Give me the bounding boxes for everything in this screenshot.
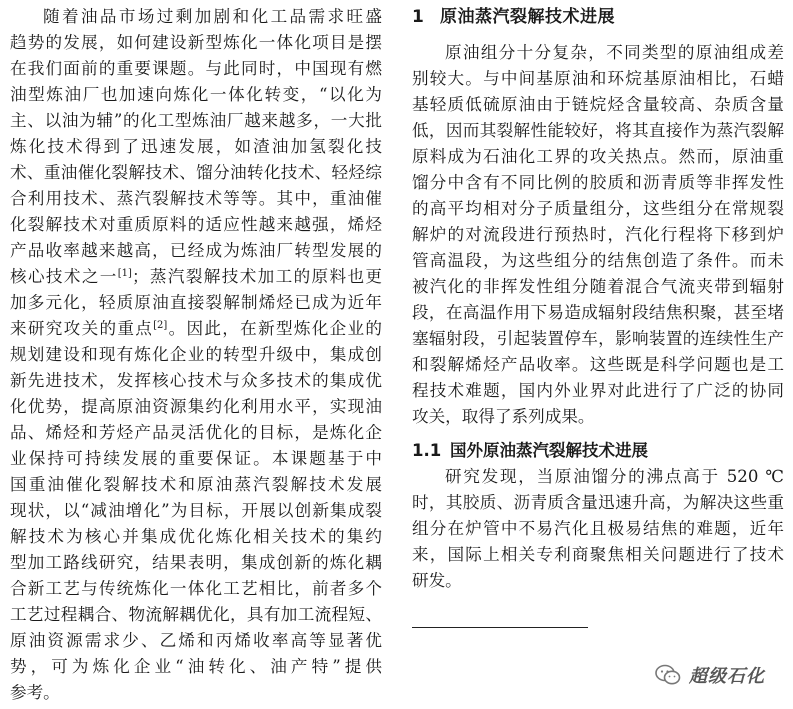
section-title: 原油蒸汽裂解技术进展 — [440, 7, 615, 27]
body-line: 研究发现，当原油馏分的沸点高于 520 ℃ — [445, 467, 784, 486]
body-line: 在我们面前的重要课题。与此同时，中国现有燃 — [10, 59, 382, 78]
body-line: 组分在炉管中不易汽化且极易结焦的难题，近年 — [412, 519, 784, 538]
watermark — [655, 660, 765, 690]
body-line: 型加工路线研究，结果表明，集成创新的炼化耦 — [10, 553, 382, 572]
body-line: 低，因而其裂解性能较好，将其直接作为蒸汽裂解 — [412, 121, 784, 140]
citation-1[interactable]: [1] — [117, 268, 132, 279]
body-line: 原料成为石油化工界的攻关热点。然而，原油重 — [412, 147, 784, 166]
body-line: 段，在高温作用下易造成辐射段结焦积聚，甚至堵 — [412, 303, 784, 322]
body-line: 和裂解烯烃产品收率。这些既是科学问题也是工 — [412, 355, 784, 374]
body-line: 别较大。与中间基原油和环烷基原油相比，石蜡 — [412, 69, 784, 88]
body-text: ；蒸汽裂解技术加工的原料也更 — [131, 267, 382, 286]
body-line: 主、以油为辅”的化工型炼油厂越来越多，一大批 — [10, 111, 382, 130]
body-line: 原油资源需求少、乙烯和丙烯收率高等显著优 — [10, 631, 382, 650]
body-line: 解炉的对流段进行预热时，汽化行程将下移到炉 — [412, 225, 784, 244]
body-line: 规划建设和现有炼化企业的转型升级中，集成创 — [10, 345, 382, 364]
body-line — [10, 316, 382, 342]
body-line: 被汽化的非挥发性组分随着混合气流夹带到辐射 — [412, 277, 784, 296]
body-line: 产品收率越来越高，已经成为炼油厂转型发展的 — [10, 241, 382, 260]
body-line: 油型炼油厂也加速向炼化一体化转变，“以化为 — [10, 85, 382, 104]
body-line: 加多元化，轻质原油直接裂解制烯烃已成为近年 — [10, 293, 382, 312]
body-text: 。因此，在新型炼化企业的 — [167, 319, 382, 338]
body-line: 管高温段，为这些组分的结焦创造了条件。而未 — [412, 251, 784, 270]
body-line: 化优势，提高原油资源集约化利用水平，实现油 — [10, 397, 382, 416]
subsection-title: 国外原油蒸汽裂解技术进展 — [450, 441, 648, 460]
body-line: 术、重油催化裂解技术、馏分油转化技术、轻烃综 — [10, 163, 382, 182]
body-line: 攻关，取得了系列成果。 — [412, 407, 595, 426]
subsection-heading — [412, 438, 784, 464]
wechat-icon — [655, 664, 681, 686]
body-line: 程技术难题，国内外业界对此进行了广泛的协同 — [412, 381, 784, 400]
section-heading — [412, 4, 784, 30]
body-line: 炼化技术得到了迅速发展，如渣油加氢裂化技 — [10, 137, 382, 156]
body-text: 来研究攻关的重点 — [10, 319, 154, 338]
subsection-number: 1.1 — [412, 441, 442, 460]
body-line: 原油组分十分复杂，不同类型的原油组成差 — [445, 43, 784, 62]
body-line: 趋势的发展，如何建设新型炼化一体化项目是摆 — [10, 33, 382, 52]
footnote-divider — [412, 627, 588, 628]
body-line: 参考。 — [10, 683, 60, 702]
body-line: 的高平均相对分子质量组分，这些组分在常规裂 — [412, 199, 784, 218]
body-line: 时，其胶质、沥青质含量迅速升高，为解决这些重 — [412, 493, 784, 512]
body-line: 新先进技术，发挥核心技术与众多技术的集成优 — [10, 371, 382, 390]
body-line: 品、烯烃和芳烃产品灵活优化的目标，是炼化企 — [10, 423, 382, 442]
body-line: 合利用技术、蒸汽裂解技术等等。其中，重油催 — [10, 189, 382, 208]
body-line: 势，可为炼化企业“油转化、油产特”提供 — [10, 657, 382, 676]
body-line: 工艺过程耦合、物流解耦优化，具有加工流程短、 — [10, 605, 382, 624]
body-line: 解技术为核心并集成优化炼化相关技术的集约 — [10, 527, 382, 546]
citation-2[interactable]: [2] — [153, 320, 168, 331]
body-line: 研发。 — [412, 571, 462, 590]
body-line: 来，国际上相关专利商聚焦相关问题进行了技术 — [412, 545, 784, 564]
body-line: 馏分中含有不同比例的胶质和沥青质等非挥发性 — [412, 173, 784, 192]
body-line: 业保持可持续发展的重要保证。本课题基于中 — [10, 449, 382, 468]
body-text: 核心技术之一 — [10, 267, 118, 286]
body-line — [10, 264, 382, 290]
section-number: 1 — [412, 7, 425, 27]
body-line: 合新工艺与传统炼化一体化工艺相比，前者多个 — [10, 579, 382, 598]
watermark-text: 超级石化 — [689, 666, 765, 687]
body-line: 随着油品市场过剩加剧和化工品需求旺盛 — [43, 7, 382, 26]
body-line: 国重油催化裂解技术和原油蒸汽裂解技术发展 — [10, 475, 382, 494]
body-line: 现状，以“减油增化”为目标，开展以创新集成裂 — [10, 501, 382, 520]
body-line: 基轻质低硫原油由于链烷烃含量较高、杂质含量 — [412, 95, 784, 114]
body-line: 塞辐射段，引起装置停车，影响装置的连续性生产 — [412, 329, 784, 348]
body-line: 化裂解技术对重质原料的适应性越来越强，烯烃 — [10, 215, 382, 234]
